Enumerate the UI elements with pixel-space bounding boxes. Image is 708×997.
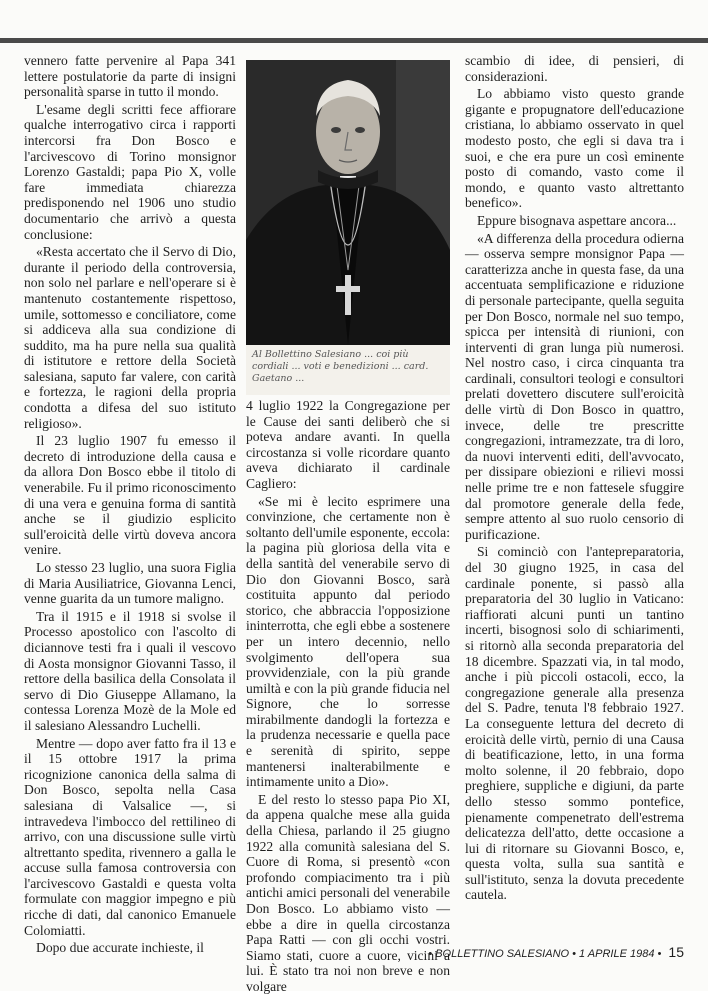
column-2 bbox=[246, 398, 450, 997]
paragraph: Si cominciò con l'antepreparatoria, del 30 giugno 1925, in casa del cardinale ponente, si passò alla preparatoria del 30 luglio in Vaticano: riaffiorati alcuni punti un tantino incerti, bisognosi solo di schiarimenti, si ritornò alla seconda preparatoria del 18 dicembre. Spazzati via, in tal modo, anche i più piccoli ostacoli, ecco, la congregazione generale alla presenza del S. Padre, tenuta l'8 febbraio 1927. La conseguente lettura del decreto di eroicità delle virtù, pernio di una Causa di beatificazione, letto, in una forma molto solenne, il 20 febbraio, dopo preghiere, suppliche e digiuni, da parte dello stesso sommo pontefice, pienamente compenetrato dell'estrema delicatezza dell'atto, dette occasione a lui di ritornare su Giovanni Bosco, e, questa volta, sulla sua santità e sull'istituto, senza la dovuta precedente cautela. bbox=[465, 544, 684, 903]
portrait-photo bbox=[246, 60, 450, 345]
paragraph: scambio di idee, di pensieri, di considerazioni. bbox=[465, 53, 684, 84]
paragraph: «Se mi è lecito esprimere una convinzione, che certamente non è soltanto dell'umile esponente, eccola: la pagina più gloriosa della vita e della santità del venerabile servo di Dio don Giovanni Bosco, sarà costituita appunto dal periodo storico, che abbraccia l'opposizione ininterrotta, che egli ebbe a sostenere per un intero decennio, nello svolgimento dell'opera sua provvidenziale, con la più grande umiltà e con la più grande fiducia nel Signore, che lo sorresse mirabilmente dandogli la fortezza e la prudenza necessarie e quella pace e serenità di spirito, seppe mantenersi inalterabilmente e intimamente unito a Dio». bbox=[246, 493, 450, 790]
paragraph: Mentre — dopo aver fatto fra il 13 e il 15 ottobre 1917 la prima ricognizione canonica della salma di Don Bosco, sepolta nella Casa salesiana di Valsalice —, si intravedeva l'imbocco del rettilineo di arrivo, con una discussione sulle virtù altrettanto spedita, rivennero a galla le accuse sulla famosa controversia con l'arcivescovo Gastaldi e questa volta formulate con maggior impegno e più ricche di dati, dal canonico Emanuele Colomiatti. bbox=[24, 735, 236, 938]
paragraph: Lo abbiamo visto questo grande gigante e propugnatore dell'educazione cristiana, lo abbiamo osservato in quel modesto posto, che egli si dava tra i suoi, e che era pure un così eminente posto di comando, vasto come il mondo, e quanto vasto altrettanto benefico». bbox=[465, 86, 684, 211]
paragraph: vennero fatte pervenire al Papa 341 lettere postulatorie da parte di insigni personalità sparse in tutto il mondo. bbox=[24, 53, 236, 100]
inscription-text: Al Bollettino Salesiano ... coi più cordiali ... voti e benedizioni ... card. Gaetano ... bbox=[252, 349, 429, 384]
paragraph: Lo stesso 23 luglio, una suora Figlia di Maria Ausiliatrice, Giovanna Lenci, venne guarita da un tumore maligno. bbox=[24, 560, 236, 607]
top-rule bbox=[0, 38, 708, 43]
cardinal-portrait-image bbox=[246, 60, 450, 345]
page-footer bbox=[428, 944, 684, 960]
paragraph: Dopo due accurate inchieste, il bbox=[36, 940, 204, 956]
paragraph: «Resta accertato che il Servo di Dio, durante il periodo della controversia, non solo nel parlare e nell'operare si è mantenuto costantemente rispettoso, umile, sottomesso e conciliatore, come si addiceva alla sua condizione di suddito, ma ha pure nella sua qualità di istitutore e rettore della Società salesiana, saputo far valere, con carità e fortezza, le ragioni della propria condotta a difesa del suo istituto religioso». bbox=[24, 244, 236, 431]
photo-handwritten-inscription bbox=[246, 345, 450, 395]
column-1 bbox=[24, 53, 236, 958]
paragraph: E del resto lo stesso papa Pio XI, da appena qualche mese alla guida della Chiesa, parlando il 25 giugno 1922 alla comunità salesiana del S. Cuore di Roma, si presentò «con profondo compiacimento tra i più antichi amici personali del venerabile Don Bosco. Lo abbiamo visto — ebbe a dire in quella circostanza Papa Ratti — con gli occhi vostri. Siamo stati, cuore a cuore, vicini a lui. È stato tra noi non breve e non volgare bbox=[246, 791, 450, 994]
publication-name: • BOLLETTINO SALESIANO • 1 APRILE 1984 • bbox=[428, 948, 662, 960]
paragraph: L'esame degli scritti fece affiorare qualche interrogativo circa i rapporti intercorsi fra Don Bosco e l'arcivescovo di Torino monsignor Lorenzo Gastaldi; papa Pio X, volle fare immediata chiarezza predisponendo nel 1906 uno studio documentario che arrivò a questa conclusione: bbox=[24, 101, 236, 242]
paragraph: «A differenza della procedura odierna — osserva sempre monsignor Papa — caratterizza anche in questa fase, da una accentuata semplificazione e riduzione di personale partecipante, quella seguita per Don Bosco, normale nel suo tempo, spicca per intensità di riunioni, con interventi di gran lunga più numerosi. Nel nostro caso, i circa cinquanta tra cardinali, consultori teologi e consultori prelati dovettero discutere sull'eroicità delle virtù di Don Bosco in quattro, invece, delle tre prescritte congregazioni, intramezzate, tra di loro, da nuovi interventi editi, dell'avvocato, per dissipare obiezioni e rilievi mossi nelle prime tre e non fattesele sfuggire dal promotore generale della fede, sempre attento al suo ruolo censorio di purificazione. bbox=[465, 230, 684, 542]
paragraph: Il 23 luglio 1907 fu emesso il decreto di introduzione della causa e da allora Don Bosco ebbe il titolo di venerabile. Fu il primo riconoscimento di una vera e genuina forma di santità anche se il giudizio esplicito sull'eroicità delle virtù doveva ancora venire. bbox=[24, 433, 236, 558]
paragraph: Eppure bisognava aspettare ancora... bbox=[477, 212, 677, 228]
page-number: 15 bbox=[668, 944, 684, 960]
column-3 bbox=[465, 53, 684, 905]
paragraph: Tra il 1915 e il 1918 si svolse il Processo apostolico con l'ascolto di diciannove testi fra i quali il vescovo di Aosta monsignor Giovanni Tasso, il rettore della basilica della Consolata il servo di Dio Giuseppe Allamano, la contessa Lorenza Mozè de la Mole ed il salesiano Alessandro Luchelli. bbox=[24, 608, 236, 733]
paragraph: 4 luglio 1922 la Congregazione per le Cause dei santi deliberò che si poteva andare avanti. In quella circostanza si volle ricordare quanto aveva dichiarato il cardinale Cagliero: bbox=[246, 398, 450, 491]
